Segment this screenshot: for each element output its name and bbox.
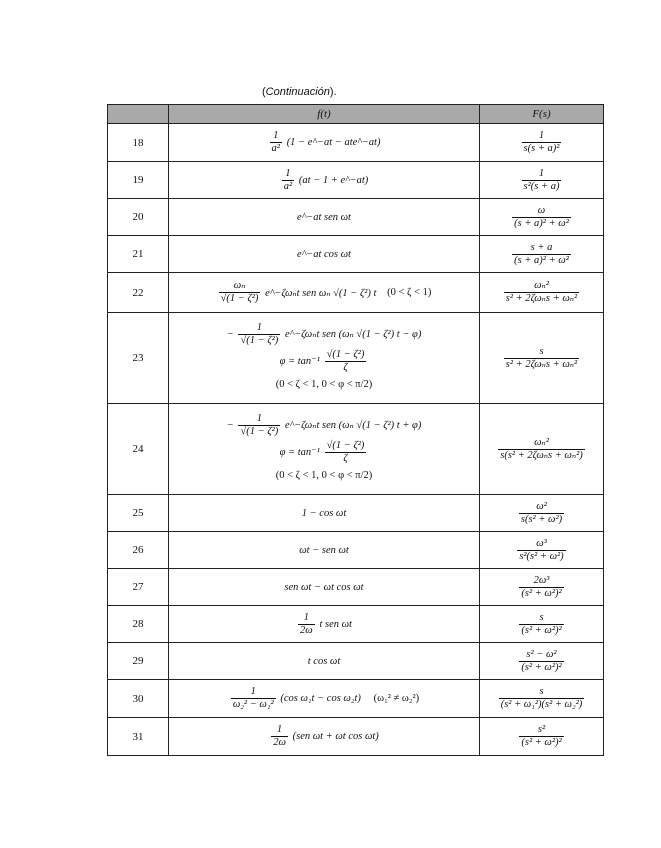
fs-denominator: s(s² + 2ζωₙs + ωₙ²) — [500, 449, 583, 461]
fs-numerator: ω² — [536, 500, 547, 512]
fs-fraction — [522, 130, 562, 155]
ft-phi-fraction — [325, 349, 367, 374]
fs-fraction — [519, 649, 563, 674]
fs-cell — [480, 718, 604, 756]
ft-numerator: 1 — [256, 322, 262, 333]
fs-denominator: s² + 2ζωₙs + ωₙ² — [505, 358, 578, 370]
fs-cell — [480, 162, 604, 199]
ft-numerator: 1 — [256, 413, 262, 424]
fs-fraction — [498, 437, 584, 462]
table-caption — [262, 86, 337, 98]
ft-denominator: 2ω — [300, 624, 313, 636]
table-row — [108, 273, 604, 313]
fs-numerator: s² − ω² — [526, 648, 557, 660]
fs-denominator: (s² + ω₁²)(s² + ω₂²) — [500, 699, 583, 710]
fs-fraction — [517, 538, 565, 563]
caption-text: Continuación — [265, 86, 330, 98]
ft-phi-denominator: ζ — [325, 452, 367, 465]
row-number: 26 — [108, 532, 169, 569]
table-row — [108, 532, 604, 569]
table-row — [108, 643, 604, 680]
ft-minus-sign: − — [226, 419, 234, 431]
fs-denominator: s²(s² + ω²) — [519, 550, 564, 562]
ft-denominator: a² — [271, 143, 280, 154]
row-number: 24 — [108, 404, 169, 495]
caption-close: ). — [329, 86, 337, 98]
ft-expression: e^−at sen ωt — [297, 211, 351, 223]
ft-fraction — [238, 322, 280, 347]
ft-expression: 1 − cos ωt — [301, 507, 347, 519]
fs-cell — [480, 236, 604, 273]
ft-cell — [169, 124, 480, 162]
row-number: 18 — [108, 124, 169, 162]
laplace-transform-table — [107, 104, 604, 756]
fs-numerator: s² — [537, 724, 546, 735]
row-number: 29 — [108, 643, 169, 680]
ft-fraction — [271, 724, 288, 749]
table-header-row — [108, 105, 604, 124]
fs-fraction — [504, 346, 579, 371]
header-number — [108, 105, 169, 124]
ft-expression: t cos ωt — [307, 655, 341, 667]
ft-expression: (at − 1 + e^−at) — [298, 174, 369, 186]
table-row — [108, 569, 604, 606]
ft-numerator: 1 — [273, 130, 279, 141]
header-ft: f(t) — [169, 105, 480, 124]
row-number: 21 — [108, 236, 169, 273]
ft-phi-numerator: √(1 − ζ²) — [326, 349, 365, 360]
fs-numerator: s — [539, 611, 544, 623]
fs-cell — [480, 273, 604, 313]
fs-cell — [480, 404, 604, 495]
fs-cell — [480, 569, 604, 606]
ft-expression: (sen ωt + ωt cos ωt) — [292, 731, 379, 742]
fs-fraction — [522, 168, 562, 193]
ft-fraction — [270, 130, 282, 155]
ft-cell — [169, 606, 480, 643]
caption-open: ( — [262, 86, 266, 98]
ft-denominator: a² — [283, 180, 293, 192]
row-number: 31 — [108, 718, 169, 756]
fs-numerator: s — [539, 686, 544, 697]
table-row — [108, 718, 604, 756]
table-row — [108, 313, 604, 404]
table-row — [108, 236, 604, 273]
fs-fraction — [519, 612, 563, 637]
fs-denominator: (s + a)² + ω² — [514, 217, 569, 229]
ft-condition: (0 < ζ < 1, 0 < φ < π/2) — [275, 470, 373, 481]
fs-numerator: s + a — [530, 241, 553, 253]
fs-fraction — [519, 501, 564, 526]
ft-line-2 — [169, 440, 479, 465]
fs-numerator: 2ω³ — [533, 574, 550, 586]
ft-phi-numerator: √(1 − ζ²) — [326, 440, 365, 451]
fs-fraction — [519, 575, 563, 600]
ft-phi-definition: φ = tan⁻¹ — [279, 446, 320, 458]
ft-condition: (0 < ζ < 1, 0 < φ < π/2) — [275, 379, 373, 390]
ft-numerator: 1 — [276, 724, 283, 735]
ft-fraction — [219, 280, 261, 305]
table-row — [108, 495, 604, 532]
fs-numerator: ωₙ² — [534, 280, 549, 291]
fs-numerator: ω³ — [536, 537, 547, 549]
fs-fraction — [512, 205, 571, 230]
ft-cell — [169, 569, 480, 606]
row-number: 28 — [108, 606, 169, 643]
fs-cell — [480, 606, 604, 643]
ft-cell — [169, 495, 480, 532]
table-row — [108, 606, 604, 643]
ft-expression: ωt − sen ωt — [299, 544, 349, 556]
row-number: 30 — [108, 680, 169, 718]
row-number: 23 — [108, 313, 169, 404]
ft-cell — [169, 718, 480, 756]
ft-cell — [169, 532, 480, 569]
fs-denominator: (s² + ω²)² — [521, 624, 562, 636]
ft-denominator: √(1 − ζ²) — [240, 426, 279, 437]
ft-denominator: 2ω — [273, 737, 286, 748]
fs-denominator: s(s + a)² — [523, 143, 560, 154]
ft-phi-fraction — [325, 440, 367, 465]
fs-denominator: s(s² + ω²) — [520, 513, 563, 525]
row-number: 19 — [108, 162, 169, 199]
ft-minus-sign: − — [226, 328, 234, 340]
fs-denominator: (s² + ω²)² — [521, 661, 562, 673]
row-number: 25 — [108, 495, 169, 532]
fs-cell — [480, 680, 604, 718]
fs-cell — [480, 199, 604, 236]
fs-denominator: s² + 2ζωₙs + ωₙ² — [505, 293, 578, 304]
fs-denominator: (s² + ω²)² — [521, 737, 562, 748]
ft-expression: (cos ω₁t − cos ω₂t) — [280, 693, 361, 704]
row-number: 20 — [108, 199, 169, 236]
row-number: 22 — [108, 273, 169, 313]
ft-fraction — [298, 612, 315, 637]
fs-denominator: (s² + ω²)² — [521, 587, 562, 599]
ft-expression: e^−ζωₙt sen ωₙ √(1 − ζ²) t — [265, 287, 377, 299]
fs-fraction — [512, 242, 571, 267]
ft-denominator: √(1 − ζ²) — [240, 335, 279, 346]
fs-denominator: s²(s + a) — [523, 180, 560, 192]
fs-numerator: 1 — [538, 130, 545, 141]
fs-cell — [480, 495, 604, 532]
fs-cell — [480, 643, 604, 680]
ft-cell — [169, 273, 480, 313]
ft-numerator: 1 — [250, 686, 256, 697]
ft-expression: e^−ζωₙt sen (ωₙ √(1 − ζ²) t − φ) — [284, 328, 422, 340]
fs-numerator: 1 — [538, 167, 545, 179]
ft-fraction — [238, 413, 280, 438]
fs-fraction — [504, 280, 579, 305]
header-fs: F(s) — [480, 105, 604, 124]
ft-fraction — [231, 686, 276, 711]
fs-numerator: s — [539, 345, 544, 357]
ft-line-1 — [169, 413, 479, 438]
ft-denominator: ω₂² − ω₁² — [232, 699, 274, 710]
ft-phi-denominator: ζ — [325, 361, 367, 374]
ft-fraction — [282, 168, 294, 193]
ft-line-2 — [169, 349, 479, 374]
ft-expression: (1 − e^−at − ate^−at) — [286, 137, 381, 148]
fs-numerator: ωₙ² — [534, 436, 549, 448]
table-row — [108, 124, 604, 162]
ft-numerator: 1 — [285, 167, 291, 179]
row-number: 27 — [108, 569, 169, 606]
ft-cell — [169, 236, 480, 273]
ft-phi-definition: φ = tan⁻¹ — [279, 355, 320, 367]
fs-fraction — [519, 724, 563, 749]
fs-denominator: (s + a)² + ω² — [514, 254, 569, 266]
ft-cell — [169, 199, 480, 236]
ft-expression: e^−at cos ωt — [297, 248, 351, 260]
ft-cell — [169, 680, 480, 718]
ft-expression: sen ωt − ωt cos ωt — [284, 581, 364, 593]
table-row — [108, 680, 604, 718]
ft-cell — [169, 162, 480, 199]
ft-cell — [169, 643, 480, 680]
table-row — [108, 199, 604, 236]
ft-condition: (ω₁² ≠ ω₂²) — [373, 693, 420, 704]
ft-cell — [169, 404, 480, 495]
ft-condition: (0 < ζ < 1) — [387, 287, 432, 298]
fs-cell — [480, 532, 604, 569]
ft-cell — [169, 313, 480, 404]
ft-denominator: √(1 − ζ²) — [220, 293, 259, 304]
ft-numerator: ωₙ — [233, 280, 246, 291]
ft-expression: e^−ζωₙt sen (ωₙ √(1 − ζ²) t + φ) — [284, 419, 422, 431]
table-row — [108, 162, 604, 199]
table-row — [108, 404, 604, 495]
fs-cell — [480, 124, 604, 162]
ft-expression: t sen ωt — [319, 618, 352, 630]
fs-numerator: ω — [537, 204, 546, 216]
ft-numerator: 1 — [303, 611, 309, 623]
fs-cell — [480, 313, 604, 404]
ft-line-1 — [169, 322, 479, 347]
fs-fraction — [499, 686, 585, 711]
